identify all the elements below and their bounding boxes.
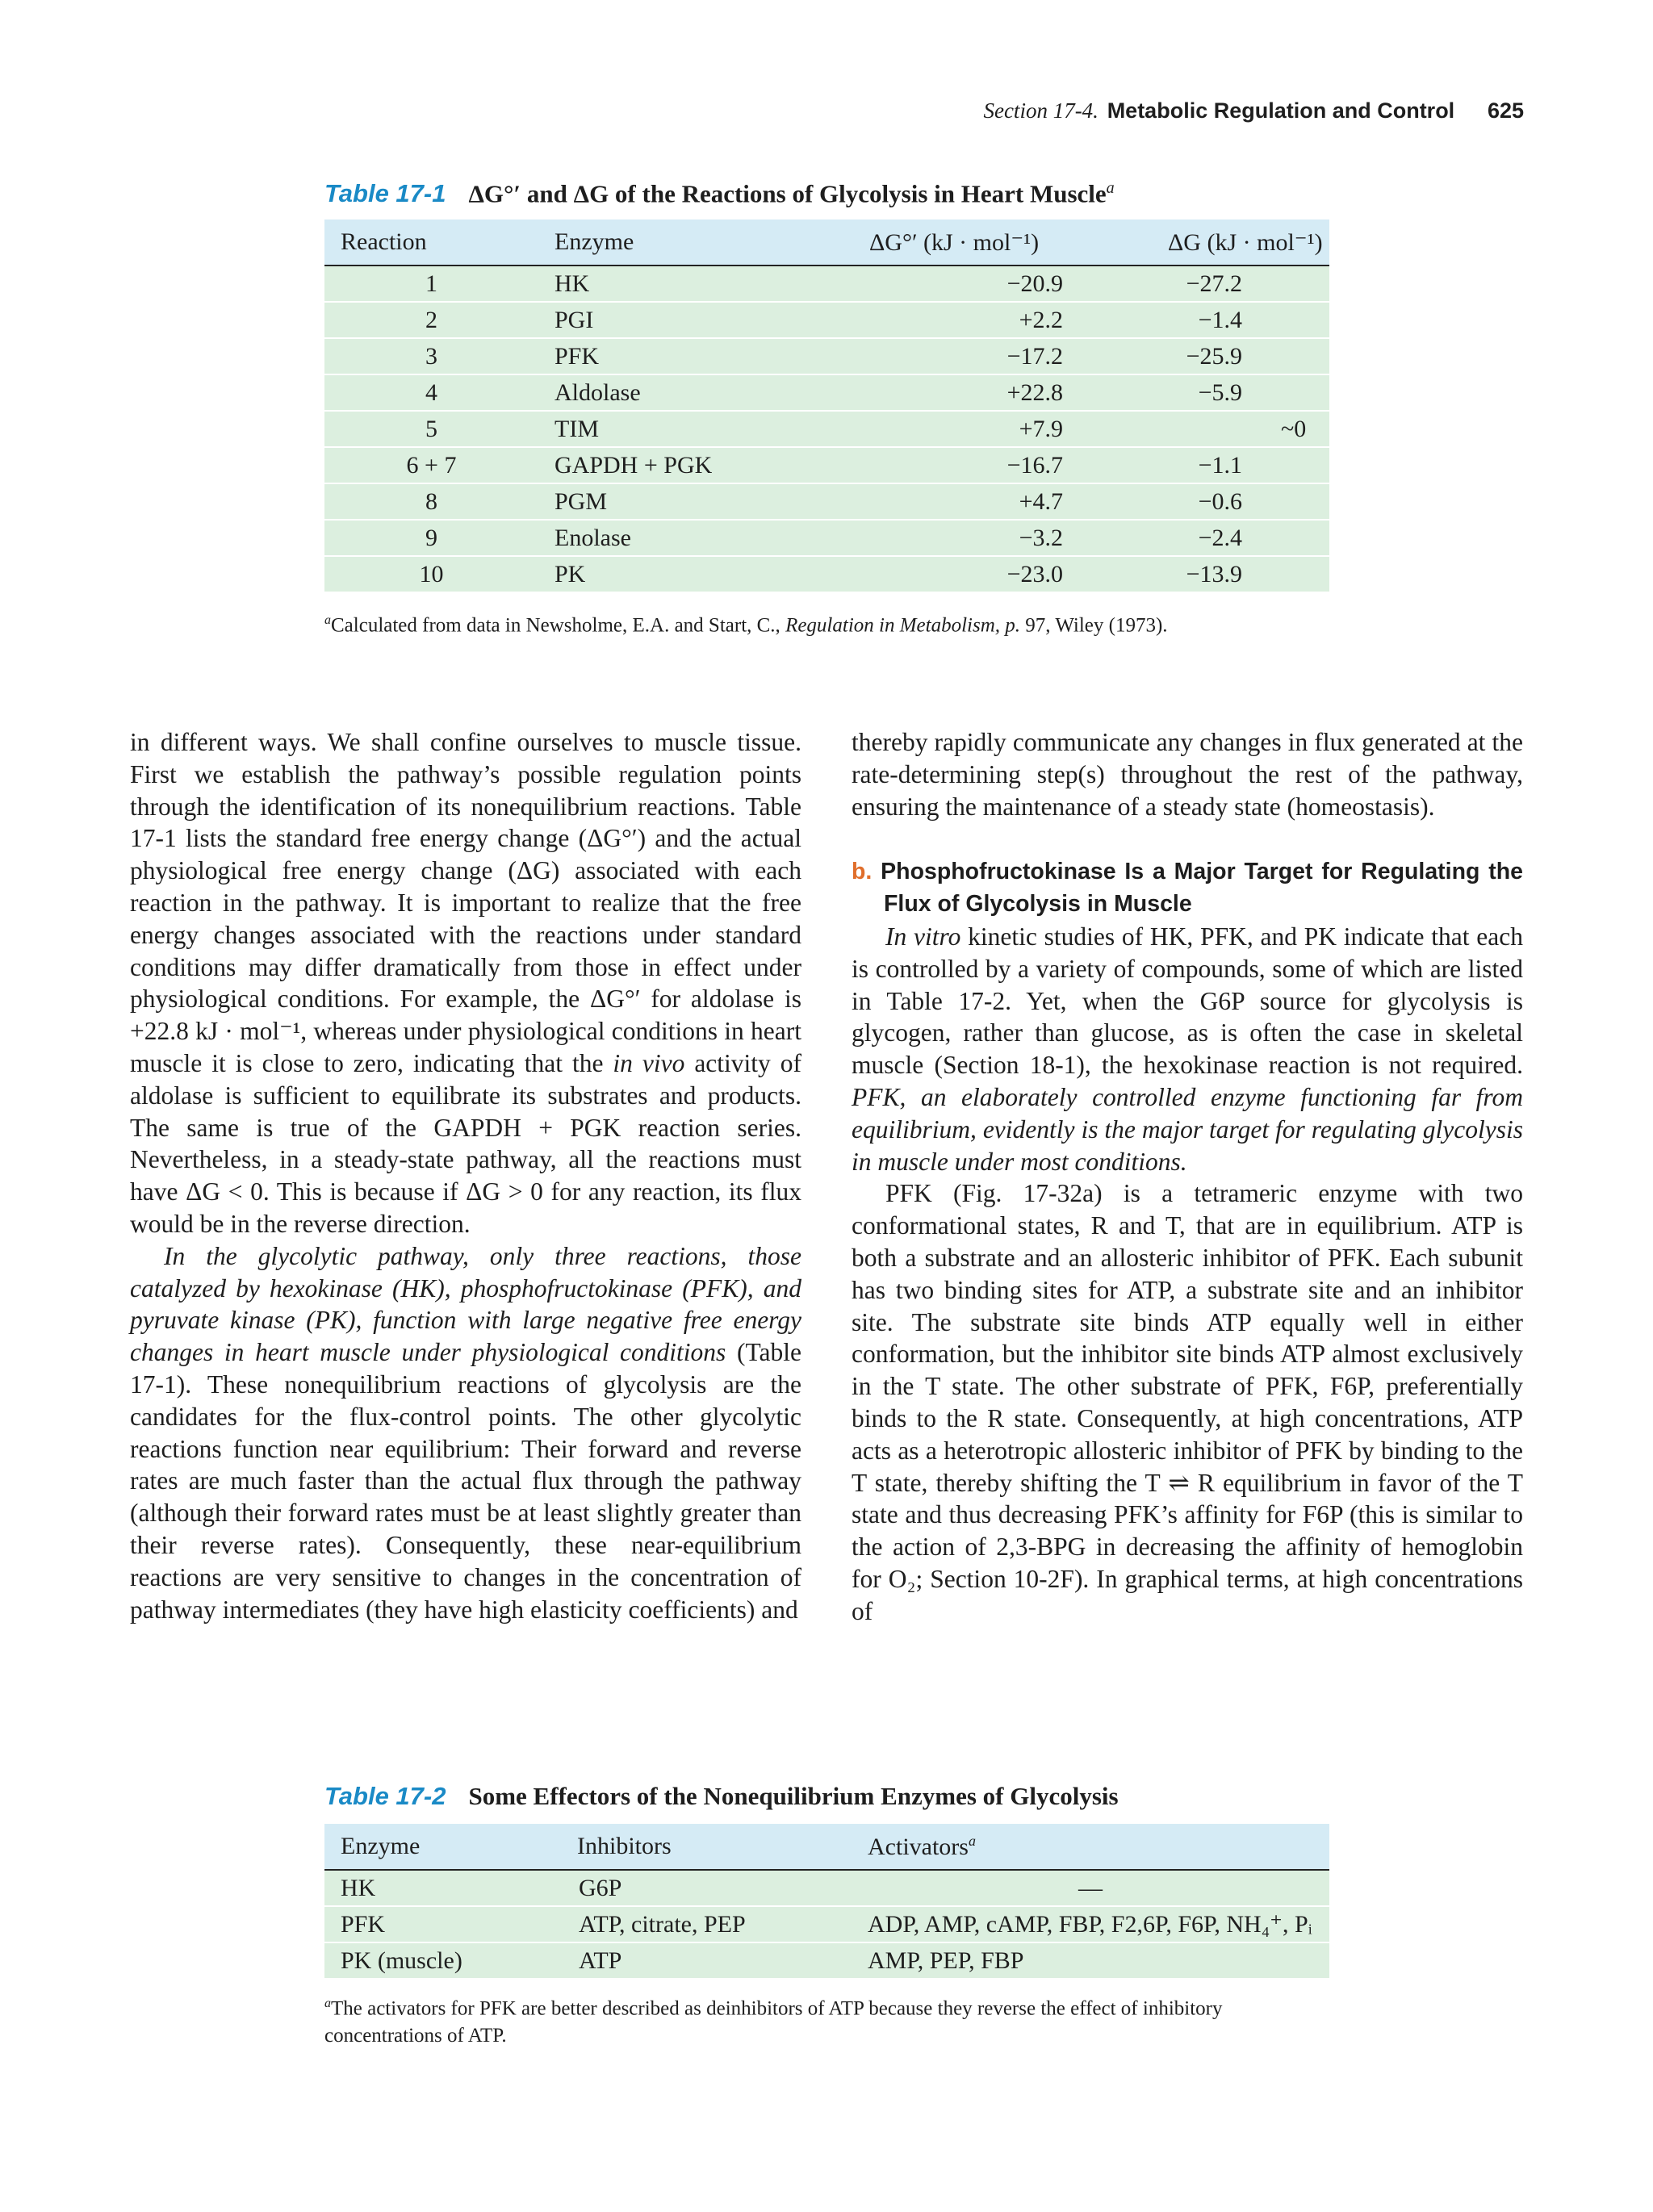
table2-header-inhibitors: Inhibitors [563, 1824, 852, 1870]
right-column [852, 726, 1523, 1628]
body-italic: in vivo [613, 1048, 685, 1077]
inhibitors-cell: ATP, citrate, PEP [563, 1906, 852, 1942]
body-text: (Table 17-1). These nonequilibrium reactions of glycolysis are the candidates for the flux-control points. The other glycolytic reactions function near equilibrium: Their forward and reverse rates are much faster than the actual flux through the pathway (although their forward rates must be at least slightly greater than their reverse rates). Consequently, these near-equilibrium reactions are very sensitive to changes in the concentration of pathway intermediates (they have high elasticity coefficients) and [130, 1338, 802, 1624]
enzyme-cell: PFK [538, 338, 853, 374]
body-text: activity of aldolase is sufficient to equilibrate its substrates and products. The same is true of the GAPDH + PGK reaction series. Nevertheless, in a steady-state pathway, all the reactions must have ΔG < 0. This is because if ΔG > 0 for any reaction, its flux would be in the reverse direction. [130, 1048, 802, 1238]
dg-standard-cell: −20.9 [853, 266, 1136, 302]
body-italic: PFK, an elaborately controlled enzyme functioning far from equilibrium, evidently is the major target for regulating glycolysis in muscle under most conditions. [852, 1082, 1523, 1176]
table1-footnote-book: Regulation in Metabolism, p. [785, 614, 1021, 637]
table1-title: ΔG°′ and ΔG of the Reactions of Glycolysis in Heart Muscle [468, 179, 1107, 208]
table-row [324, 556, 1329, 592]
reaction-cell: 10 [324, 556, 538, 592]
inhibitors-cell: ATP [563, 1942, 852, 1978]
heading-letter: b. [852, 859, 873, 885]
enzyme-cell: Aldolase [538, 374, 853, 411]
dg-actual-cell: −27.2 [1136, 266, 1329, 302]
dg-actual-cell: −25.9 [1136, 338, 1329, 374]
table1-label: Table 17-1 [324, 179, 446, 208]
table-row [324, 1906, 1329, 1942]
table1-footnote-text: Calculated from data in Newsholme, E.A. and Start, C., [331, 614, 780, 637]
dg-standard-cell: +22.8 [853, 374, 1136, 411]
activators-cell: ADP, AMP, cAMP, FBP, F2,6P, F6P, NH₄⁺, Pᵢ [852, 1906, 1329, 1942]
table2-label: Table 17-2 [324, 1782, 446, 1810]
running-head [983, 98, 1524, 123]
dg-actual-cell: −2.4 [1136, 520, 1329, 556]
activators-cell: — [852, 1870, 1329, 1906]
table1-header-dg-actual: ΔG (kJ · mol⁻¹) [1136, 220, 1329, 266]
activators-cell: AMP, PEP, FBP [852, 1942, 1329, 1978]
reaction-cell: 1 [324, 266, 538, 302]
reaction-cell: 8 [324, 483, 538, 520]
enzyme-cell: Enolase [538, 520, 853, 556]
enzyme-cell: PFK [324, 1906, 563, 1942]
section-label: Section 17-4. [983, 98, 1099, 123]
table-row [324, 520, 1329, 556]
enzyme-cell: HK [538, 266, 853, 302]
body-paragraph: PFK (Fig. 17-32a) is a tetrameric enzyme with two conformational states, R and T, that are in equilibrium. ATP is both a substrate and an allosteric inhibitor of PFK. Each subunit has two binding sites for ATP, a substrate site and an inhibitor site. The substrate site binds ATP equally well in either conformation, but the inhibitor site binds ATP almost exclusively in the T state. The other substrate of PFK, F6P, preferentially binds to the R state. Consequently, at high concentrations, ATP acts as a heterotropic allosteric inhibitor of PFK by binding to the T state, thereby shifting the T ⇌ R equilibrium in favor of the T state and thus decreasing PFK’s affinity for F6P (this is similar to the action of 2,3-BPG in decreasing the affinity of hemoglobin for O₂; Section 10-2F). In graphical terms, at high concentrations of [852, 1179, 1523, 1625]
reaction-cell: 4 [324, 374, 538, 411]
dg-actual-cell: −1.4 [1136, 302, 1329, 338]
enzyme-cell: PGI [538, 302, 853, 338]
table-row [324, 338, 1329, 374]
dg-standard-cell: +7.9 [853, 411, 1136, 447]
activators-label: Activators [868, 1833, 969, 1860]
table2-caption [324, 1782, 1119, 1811]
table1-footnote-mark: a [324, 613, 331, 627]
table2-footnote [324, 1990, 1333, 2050]
enzyme-cell: PGM [538, 483, 853, 520]
dg-standard-cell: −23.0 [853, 556, 1136, 592]
table-row [324, 411, 1329, 447]
page-number: 625 [1487, 98, 1524, 123]
table1-header-reaction: Reaction [324, 220, 538, 266]
dg-standard-cell: +2.2 [853, 302, 1136, 338]
table-row [324, 483, 1329, 520]
table2-footnote-text: The activators for PFK are better described as deinhibitors of ATP because they reverse the effect of inhibitory concentrations of ATP. [324, 1997, 1223, 2047]
body-text: kinetic studies of HK, PFK, and PK indicate that each is controlled by a variety of compounds, some of which are listed in Table 17-2. Yet, when the G6P source for glycolysis is glycogen, rather than glucose, as is often the case in skeletal muscle (Section 18-1), the hexokinase reaction is not required. [852, 922, 1523, 1080]
body-italic: In the glycolytic pathway, only three reactions, those catalyzed by hexokinase (HK), phosphofructokinase (PFK), and pyruvate kinase (PK), function with large negative free energy changes in heart muscle under physiological conditions [130, 1241, 801, 1367]
enzyme-cell: TIM [538, 411, 853, 447]
body-paragraph: thereby rapidly communicate any changes in flux generated at the rate-determining step(s) throughout the rest of the pathway, ensuring the maintenance of a steady state (homeostasis). [852, 728, 1523, 821]
reaction-cell: 2 [324, 302, 538, 338]
table2-title: Some Effectors of the Nonequilibrium Enzymes of Glycolysis [468, 1782, 1119, 1810]
dg-standard-cell: −16.7 [853, 447, 1136, 483]
reaction-cell: 9 [324, 520, 538, 556]
dg-actual-cell: −1.1 [1136, 447, 1329, 483]
table2 [324, 1824, 1329, 1978]
table-row [324, 447, 1329, 483]
dg-standard-cell: +4.7 [853, 483, 1136, 520]
table1-footnote-tail: 97, Wiley (1973). [1025, 614, 1168, 637]
table-row [324, 266, 1329, 302]
table-row [324, 1870, 1329, 1906]
heading-text: Phosphofructokinase Is a Major Target for Regulating the Flux of Glycolysis in Muscle [881, 859, 1523, 918]
left-column [130, 726, 801, 1625]
section-title: Metabolic Regulation and Control [1107, 98, 1455, 123]
inhibitors-cell: G6P [563, 1870, 852, 1906]
body-paragraph [130, 726, 801, 1240]
enzyme-cell: PK [538, 556, 853, 592]
table2-header-enzyme: Enzyme [324, 1824, 563, 1870]
body-paragraph [130, 1240, 801, 1626]
section-heading [852, 856, 1523, 921]
dg-actual-cell: ~0 [1136, 411, 1329, 447]
dg-standard-cell: −3.2 [853, 520, 1136, 556]
table1-footnote [324, 607, 1333, 639]
table-row [324, 302, 1329, 338]
table2-header-row [324, 1824, 1329, 1870]
table1-header-enzyme: Enzyme [538, 220, 853, 266]
reaction-cell: 3 [324, 338, 538, 374]
enzyme-cell: PK (muscle) [324, 1942, 563, 1978]
body-italic: In vitro [885, 922, 961, 951]
body-text: in different ways. We shall confine ourselves to muscle tissue. First we establish the pathway’s possible regulation points through the identification of its nonequilibrium reactions. Table 17-1 lists the standard free energy change (ΔG°′) and the actual physiological free energy change (ΔG) associated with each reaction in the pathway. It is important to realize that the free energy changes associated with the reactions under standard conditions may differ dramatically from those in effect under physiological conditions. For example, the ΔG°′ for aldolase is +22.8 kJ · mol⁻¹, whereas under physiological conditions in heart muscle it is close to zero, indicating that the [130, 728, 801, 1077]
table1 [324, 220, 1329, 592]
table2-footnote-mark: a [324, 1997, 331, 2010]
table2-header-activators [852, 1824, 1329, 1870]
enzyme-cell: HK [324, 1870, 563, 1906]
table-row [324, 374, 1329, 411]
dg-actual-cell: −13.9 [1136, 556, 1329, 592]
table1-header-row [324, 220, 1329, 266]
table1-caption [324, 179, 1115, 208]
table1-header-dg-standard: ΔG°′ (kJ · mol⁻¹) [853, 220, 1136, 266]
body-paragraph [852, 921, 1523, 1177]
reaction-cell: 5 [324, 411, 538, 447]
table2-header-note-mark: a [968, 1832, 976, 1849]
dg-actual-cell: −0.6 [1136, 483, 1329, 520]
dg-actual-cell: −5.9 [1136, 374, 1329, 411]
reaction-cell: 6 + 7 [324, 447, 538, 483]
enzyme-cell: GAPDH + PGK [538, 447, 853, 483]
table1-note-mark: a [1106, 179, 1115, 197]
dg-standard-cell: −17.2 [853, 338, 1136, 374]
table-row [324, 1942, 1329, 1978]
